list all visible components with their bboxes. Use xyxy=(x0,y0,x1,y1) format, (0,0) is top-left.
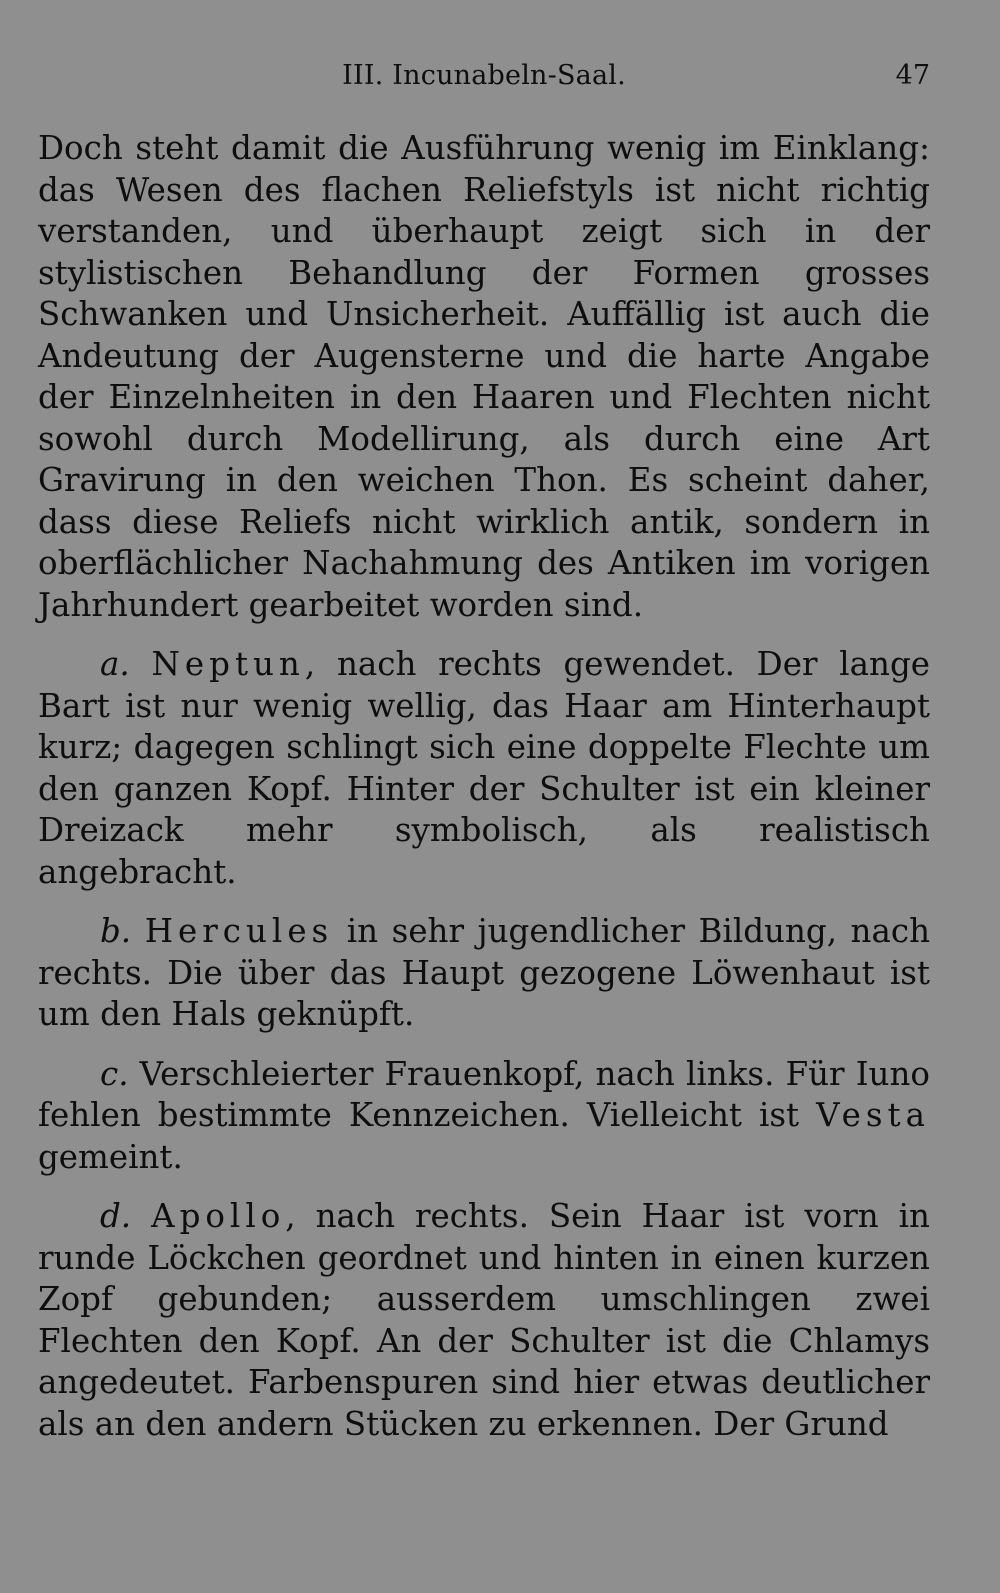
entry-name: Neptun xyxy=(151,645,305,683)
entry-letter: d. xyxy=(100,1197,132,1235)
entry-hercules xyxy=(38,911,930,1036)
entry-text: , nach rechts. Sein Haar ist vorn in runde Löckchen geordnet und hinten in einen kurzen Zopf gebunden; ausserdem umschlingen zwei Flechten den Kopf. An der Schulter ist die Chlamys angedeutet. Farbenspuren sind hier etwas deutlicher als an den andern Stücken zu erkennen. Der Grund xyxy=(38,1197,930,1443)
entry-text: Verschleierter Frauenkopf, nach links. Für Iuno fehlen bestimmte Kennzeichen. Vielleicht ist xyxy=(38,1054,930,1134)
page-number: 47 xyxy=(895,60,930,91)
entry-vesta xyxy=(38,1054,930,1179)
intro-paragraph: Doch steht damit die Ausführung wenig im Einklang: das Wesen des flachen Reliefstyls ist nicht richtig verstanden, und überhaupt zeigt sich in der stylistischen Behandlung der Formen grosses Schwanken und Unsicherheit. Auffällig ist auch die Andeutung der Augensterne und die harte Angabe der Einzelnheiten in den Haaren und Flechten nicht sowohl durch Modellirung, als durch eine Art Gravirung in den weichen Thon. Es scheint daher, dass diese Reliefs nicht wirklich antik, sondern in oberflächlicher Nachahmung des Antiken im vorigen Jahrhundert gearbeitet worden sind. xyxy=(38,129,930,624)
body-text xyxy=(38,128,930,1445)
entry-name: Apollo xyxy=(151,1197,286,1235)
entry-letter: c. xyxy=(100,1054,129,1093)
entry-letter: a. xyxy=(100,645,130,683)
entry-text-after: gemeint. xyxy=(38,1137,183,1176)
page-header xyxy=(38,60,930,104)
entry-letter: b. xyxy=(100,912,132,950)
running-title: III. Incunabeln-Saal. xyxy=(342,60,626,91)
entry-text: in sehr jugendlicher Bildung, nach rechts. Die über das Haupt gezogene Löwenhaut ist um den Hals geknüpft. xyxy=(38,912,930,1033)
entry-name: Vesta xyxy=(816,1096,930,1134)
entry-text: , nach rechts gewendet. Der lange Bart ist nur wenig wellig, das Haar am Hinterhaupt kurz; dagegen schlingt sich eine doppelte Flechte um den ganzen Kopf. Hinter der Schulter ist ein kleiner Dreizack mehr symbolisch, als realistisch angebracht. xyxy=(38,645,930,891)
entry-neptun xyxy=(38,644,930,893)
entry-apollo xyxy=(38,1196,930,1445)
entry-name: Hercules xyxy=(144,912,334,950)
